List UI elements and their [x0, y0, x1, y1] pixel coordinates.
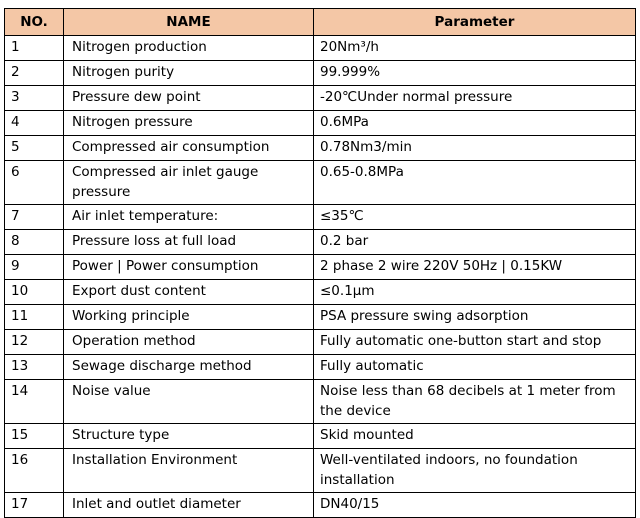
row-number: 15: [5, 424, 64, 449]
row-number: 16: [5, 449, 64, 493]
row-number: 7: [5, 205, 64, 230]
row-name: Working principle: [64, 305, 314, 330]
table-row: [5, 330, 636, 355]
row-number: 13: [5, 355, 64, 380]
row-parameter: 0.78Nm3/min: [314, 136, 636, 161]
row-number: 4: [5, 111, 64, 136]
row-number: 6: [5, 161, 64, 205]
table-row: [5, 449, 636, 493]
row-name: Compressed air inlet gauge pressure: [64, 161, 314, 205]
spec-table: [4, 8, 636, 518]
row-parameter: 0.2 bar: [314, 230, 636, 255]
row-parameter: ≤35℃: [314, 205, 636, 230]
row-parameter: Noise less than 68 decibels at 1 meter from the device: [314, 380, 636, 424]
row-number: 2: [5, 61, 64, 86]
row-parameter: Skid mounted: [314, 424, 636, 449]
table-row: [5, 355, 636, 380]
row-parameter: 99.999%: [314, 61, 636, 86]
row-parameter: 0.65-0.8MPa: [314, 161, 636, 205]
table-row: [5, 86, 636, 111]
row-number: 9: [5, 255, 64, 280]
row-parameter: Fully automatic one-button start and stop: [314, 330, 636, 355]
row-parameter: 2 phase 2 wire 220V 50Hz | 0.15KW: [314, 255, 636, 280]
row-name: Nitrogen purity: [64, 61, 314, 86]
table-row: [5, 111, 636, 136]
row-number: 1: [5, 36, 64, 61]
table-row: [5, 136, 636, 161]
row-name: Nitrogen production: [64, 36, 314, 61]
row-number: 10: [5, 280, 64, 305]
row-parameter: Fully automatic: [314, 355, 636, 380]
row-parameter: Well-ventilated indoors, no foundation installation: [314, 449, 636, 493]
row-parameter: 20Nm³/h: [314, 36, 636, 61]
row-name: Sewage discharge method: [64, 355, 314, 380]
row-parameter: 0.6MPa: [314, 111, 636, 136]
row-number: 3: [5, 86, 64, 111]
row-number: 8: [5, 230, 64, 255]
row-parameter: ≤0.1μm: [314, 280, 636, 305]
row-parameter: DN40/15: [314, 493, 636, 518]
row-name: Operation method: [64, 330, 314, 355]
row-name: Structure type: [64, 424, 314, 449]
row-name: Export dust content: [64, 280, 314, 305]
row-name: Pressure loss at full load: [64, 230, 314, 255]
table-row: [5, 36, 636, 61]
table-row: [5, 280, 636, 305]
table-row: [5, 493, 636, 518]
row-name: Nitrogen pressure: [64, 111, 314, 136]
row-name: Compressed air consumption: [64, 136, 314, 161]
table-row: [5, 305, 636, 330]
row-name: Noise value: [64, 380, 314, 424]
row-parameter: PSA pressure swing adsorption: [314, 305, 636, 330]
row-name: Air inlet temperature:: [64, 205, 314, 230]
table-row: [5, 205, 636, 230]
header-row: [5, 9, 636, 36]
header-name: NAME: [64, 9, 314, 36]
table-row: [5, 61, 636, 86]
table-row: [5, 161, 636, 205]
row-name: Inlet and outlet diameter: [64, 493, 314, 518]
table-row: [5, 255, 636, 280]
row-name: Power | Power consumption: [64, 255, 314, 280]
row-parameter: -20℃Under normal pressure: [314, 86, 636, 111]
header-no: NO.: [5, 9, 64, 36]
row-number: 14: [5, 380, 64, 424]
row-number: 11: [5, 305, 64, 330]
table-row: [5, 380, 636, 424]
table-row: [5, 424, 636, 449]
row-number: 17: [5, 493, 64, 518]
row-number: 5: [5, 136, 64, 161]
row-number: 12: [5, 330, 64, 355]
table-row: [5, 230, 636, 255]
header-parameter: Parameter: [314, 9, 636, 36]
row-name: Installation Environment: [64, 449, 314, 493]
row-name: Pressure dew point: [64, 86, 314, 111]
